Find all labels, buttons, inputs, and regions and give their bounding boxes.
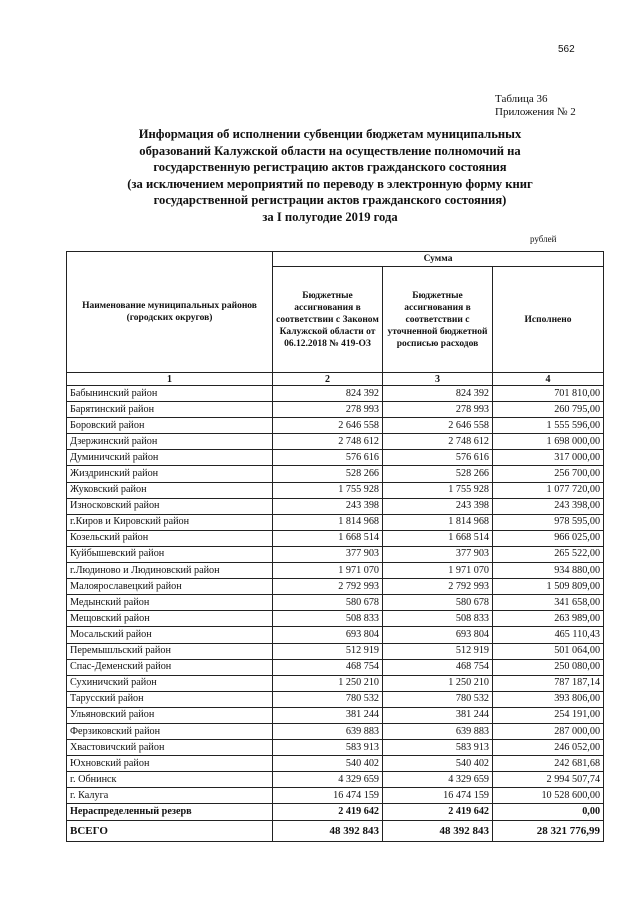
law-allocation-cell: 468 754: [273, 659, 383, 675]
title-line: образований Калужской области на осуществление полномочий на: [139, 143, 521, 158]
table-label: Таблица 36: [495, 93, 548, 105]
district-name-cell: г. Калуга: [67, 788, 273, 804]
district-name-cell: Тарусский район: [67, 691, 273, 707]
adjusted-allocation-cell: 381 244: [383, 707, 493, 723]
district-name-cell: Юхновский район: [67, 756, 273, 772]
law-allocation-cell: 16 474 159: [273, 788, 383, 804]
executed-cell: 1 077 720,00: [493, 482, 604, 498]
adjusted-allocation-cell: 540 402: [383, 756, 493, 772]
adjusted-allocation-cell: 468 754: [383, 659, 493, 675]
title-line: государственной регистрации актов гражданского состояния): [153, 193, 507, 207]
executed-cell: 701 810,00: [493, 386, 604, 402]
executed-cell: 0,00: [493, 804, 604, 820]
table-row: [67, 675, 604, 691]
law-allocation-cell: 377 903: [273, 546, 383, 562]
law-allocation-cell: 780 532: [273, 691, 383, 707]
district-name-cell: Ферзиковский район: [67, 723, 273, 739]
district-name-cell: Дзержинский район: [67, 434, 273, 450]
district-name-cell: Нераспределенный резерв: [67, 804, 273, 820]
adjusted-allocation-cell: 512 919: [383, 643, 493, 659]
law-allocation-cell: 540 402: [273, 756, 383, 772]
executed-cell: 1 698 000,00: [493, 434, 604, 450]
adjusted-allocation-cell: 580 678: [383, 595, 493, 611]
law-allocation-cell: 1 250 210: [273, 675, 383, 691]
table-row: [67, 659, 604, 675]
law-allocation-cell: 576 616: [273, 450, 383, 466]
table-row: [67, 530, 604, 546]
executed-cell: 934 880,00: [493, 563, 604, 579]
law-allocation-cell: 1 668 514: [273, 530, 383, 546]
executed-cell: 243 398,00: [493, 498, 604, 514]
table-row: [67, 740, 604, 756]
adjusted-allocation-cell: 824 392: [383, 386, 493, 402]
table-row: [67, 546, 604, 562]
adjusted-allocation-cell: 16 474 159: [383, 788, 493, 804]
adjusted-allocation-cell: 693 804: [383, 627, 493, 643]
law-allocation-cell: 48 392 843: [273, 820, 383, 841]
district-name-cell: г.Киров и Кировский район: [67, 514, 273, 530]
executed-cell: 2 994 507,74: [493, 772, 604, 788]
document-title: [60, 126, 600, 225]
title-line: (за исключением мероприятий по переводу в электронную форму книг: [127, 176, 533, 191]
table-row: [67, 434, 604, 450]
executed-cell: 966 025,00: [493, 530, 604, 546]
law-allocation-cell: 580 678: [273, 595, 383, 611]
law-allocation-cell: 243 398: [273, 498, 383, 514]
executed-cell: 287 000,00: [493, 723, 604, 739]
district-name-cell: Медынский район: [67, 595, 273, 611]
col2-header: Бюджетные ассигнования в соответствии с Законом Калужской области от 06.12.2018 № 419-ОЗ: [273, 267, 383, 373]
district-name-cell: Износковский район: [67, 498, 273, 514]
executed-cell: 978 595,00: [493, 514, 604, 530]
law-allocation-cell: 2 419 642: [273, 804, 383, 820]
law-allocation-cell: 693 804: [273, 627, 383, 643]
law-allocation-cell: 381 244: [273, 707, 383, 723]
adjusted-allocation-cell: 4 329 659: [383, 772, 493, 788]
district-name-cell: Боровский район: [67, 418, 273, 434]
adjusted-allocation-cell: 278 993: [383, 402, 493, 418]
law-allocation-cell: 508 833: [273, 611, 383, 627]
district-name-cell: г.Людиново и Людиновский район: [67, 563, 273, 579]
table-row: [67, 563, 604, 579]
table-row: [67, 756, 604, 772]
district-name-cell: Думиничский район: [67, 450, 273, 466]
district-name-cell: Мещовский район: [67, 611, 273, 627]
table-row: [67, 514, 604, 530]
adjusted-allocation-cell: 2 748 612: [383, 434, 493, 450]
law-allocation-cell: 824 392: [273, 386, 383, 402]
district-name-cell: Жиздринский район: [67, 466, 273, 482]
district-name-cell: ВСЕГО: [67, 820, 273, 841]
executed-cell: 256 700,00: [493, 466, 604, 482]
law-allocation-cell: 4 329 659: [273, 772, 383, 788]
law-allocation-cell: 2 748 612: [273, 434, 383, 450]
adjusted-allocation-cell: 1 668 514: [383, 530, 493, 546]
table-row: [67, 498, 604, 514]
adjusted-allocation-cell: 528 266: [383, 466, 493, 482]
adjusted-allocation-cell: 1 814 968: [383, 514, 493, 530]
table-row: [67, 627, 604, 643]
total-row: [67, 820, 604, 841]
col-number: 2: [273, 373, 383, 386]
district-name-cell: Малоярославецкий район: [67, 579, 273, 595]
adjusted-allocation-cell: 2 419 642: [383, 804, 493, 820]
title-line: государственную регистрацию актов гражданского состояния: [153, 160, 507, 174]
col-number: 4: [493, 373, 604, 386]
executed-cell: 10 528 600,00: [493, 788, 604, 804]
executed-cell: 1 555 596,00: [493, 418, 604, 434]
table-row: [67, 691, 604, 707]
table-row: [67, 611, 604, 627]
district-name-cell: Перемышльский район: [67, 643, 273, 659]
law-allocation-cell: 278 993: [273, 402, 383, 418]
law-allocation-cell: 1 814 968: [273, 514, 383, 530]
table-row: [67, 418, 604, 434]
units-label: рублей: [530, 234, 557, 244]
executed-cell: 246 052,00: [493, 740, 604, 756]
executed-cell: 260 795,00: [493, 402, 604, 418]
col4-header: Исполнено: [493, 267, 604, 373]
executed-cell: 250 080,00: [493, 659, 604, 675]
adjusted-allocation-cell: 780 532: [383, 691, 493, 707]
title-line: за I полугодие 2019 года: [262, 209, 398, 224]
law-allocation-cell: 512 919: [273, 643, 383, 659]
reserve-row: [67, 804, 604, 820]
district-name-cell: Сухиничский район: [67, 675, 273, 691]
table-row: [67, 595, 604, 611]
adjusted-allocation-cell: 1 755 928: [383, 482, 493, 498]
col-number: 1: [67, 373, 273, 386]
col-name-header: Наименование муниципальных районов (городских округов): [67, 252, 273, 373]
law-allocation-cell: 2 792 993: [273, 579, 383, 595]
adjusted-allocation-cell: 1 971 070: [383, 563, 493, 579]
executed-cell: 465 110,43: [493, 627, 604, 643]
executed-cell: 501 064,00: [493, 643, 604, 659]
col-number: 3: [383, 373, 493, 386]
executed-cell: 254 191,00: [493, 707, 604, 723]
adjusted-allocation-cell: 48 392 843: [383, 820, 493, 841]
district-name-cell: Мосальский район: [67, 627, 273, 643]
district-name-cell: Бабынинский район: [67, 386, 273, 402]
sum-header: Сумма: [273, 252, 604, 267]
table-row: [67, 386, 604, 402]
adjusted-allocation-cell: 583 913: [383, 740, 493, 756]
district-name-cell: Барятинский район: [67, 402, 273, 418]
table-row: [67, 723, 604, 739]
executed-cell: 263 989,00: [493, 611, 604, 627]
table-row: [67, 579, 604, 595]
district-name-cell: Козельский район: [67, 530, 273, 546]
table-row: [67, 772, 604, 788]
district-name-cell: Спас-Деменский район: [67, 659, 273, 675]
law-allocation-cell: 1 755 928: [273, 482, 383, 498]
executed-cell: 317 000,00: [493, 450, 604, 466]
table-row: [67, 450, 604, 466]
adjusted-allocation-cell: 2 792 993: [383, 579, 493, 595]
district-name-cell: Куйбышевский район: [67, 546, 273, 562]
district-name-cell: Хвастовичский район: [67, 740, 273, 756]
col3-header: Бюджетные ассигнования в соответствии с уточненной бюджетной росписью расходов: [383, 267, 493, 373]
executed-cell: 393 806,00: [493, 691, 604, 707]
district-name-cell: Ульяновский район: [67, 707, 273, 723]
law-allocation-cell: 2 646 558: [273, 418, 383, 434]
adjusted-allocation-cell: 1 250 210: [383, 675, 493, 691]
law-allocation-cell: 1 971 070: [273, 563, 383, 579]
adjusted-allocation-cell: 576 616: [383, 450, 493, 466]
adjusted-allocation-cell: 377 903: [383, 546, 493, 562]
execution-table: [66, 251, 604, 842]
title-line: Информация об исполнении субвенции бюджетам муниципальных: [138, 127, 522, 141]
law-allocation-cell: 528 266: [273, 466, 383, 482]
adjusted-allocation-cell: 639 883: [383, 723, 493, 739]
adjusted-allocation-cell: 508 833: [383, 611, 493, 627]
table-row: [67, 643, 604, 659]
executed-cell: 341 658,00: [493, 595, 604, 611]
executed-cell: 1 509 809,00: [493, 579, 604, 595]
adjusted-allocation-cell: 243 398: [383, 498, 493, 514]
appendix-label: Приложения № 2: [495, 106, 576, 118]
table-row: [67, 466, 604, 482]
executed-cell: 787 187,14: [493, 675, 604, 691]
law-allocation-cell: 639 883: [273, 723, 383, 739]
table-row: [67, 707, 604, 723]
district-name-cell: Жуковский район: [67, 482, 273, 498]
table-row: [67, 402, 604, 418]
district-name-cell: г. Обнинск: [67, 772, 273, 788]
table-row: [67, 788, 604, 804]
law-allocation-cell: 583 913: [273, 740, 383, 756]
adjusted-allocation-cell: 2 646 558: [383, 418, 493, 434]
table-caption: [495, 93, 576, 119]
table-row: [67, 482, 604, 498]
executed-cell: 28 321 776,99: [493, 820, 604, 841]
executed-cell: 265 522,00: [493, 546, 604, 562]
executed-cell: 242 681,68: [493, 756, 604, 772]
page-number: 562: [558, 44, 575, 55]
